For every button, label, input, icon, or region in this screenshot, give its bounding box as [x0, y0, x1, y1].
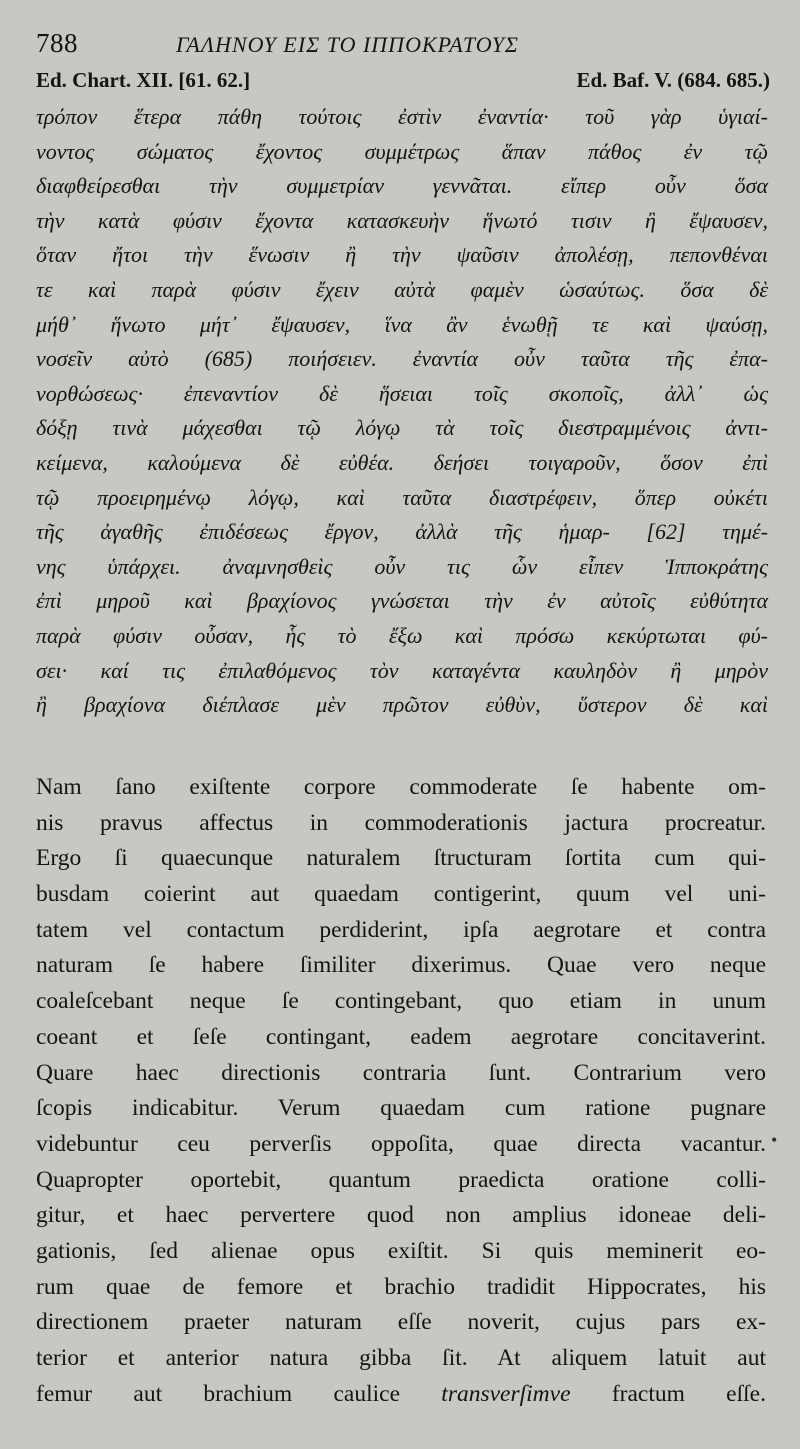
latin-line: terior et anterior natura gibba ſit. At aliquem latuit aut — [36, 1345, 766, 1371]
greek-line: τὴν κατὰ φύσιν ἔχοντα κατασκευὴν ἥνωτό τισιν ἢ ἔψαυσεν, — [36, 207, 768, 233]
edition-references — [36, 68, 770, 98]
latin-line: Quare haec directionis contraria ſunt. Contrarium vero — [36, 1059, 766, 1086]
greek-line: τῷ προειρημένῳ λόγῳ, καὶ ταῦτα διαστρέφειν, ὅπερ οὐκέτι — [36, 484, 768, 510]
greek-line: σει· καί τις ἐπιλαθόμενος τὸν καταγέντα καυληδὸν ἢ μηρὸν — [36, 657, 768, 683]
greek-line: διαφθείρεσθαι τὴν συμμετρίαν γεννᾶται. εἴπερ οὖν ὅσα — [36, 173, 768, 199]
latin-line: directionem praeter naturam eſſe noverit, cujus pars ex- — [36, 1309, 766, 1336]
page-number: 788 — [36, 28, 78, 58]
latin-line: Quapropter oportebit, quantum praedicta oratione colli- — [36, 1166, 766, 1193]
latin-last-line-italic: transverſimve — [441, 1380, 571, 1407]
greek-line: μήθ᾽ ἥνωτο μήτ᾽ ἔψαυσεν, ἵνα ἂν ἑνωθῇ τε καὶ ψαύσῃ, — [36, 311, 768, 337]
greek-line: παρὰ φύσιν οὖσαν, ἧς τὸ ἔξω καὶ πρόσω κεκύρτωται φύ- — [36, 622, 768, 648]
greek-line: ἢ βραχίονα διέπλασε μὲν πρῶτον εὐθὺν, ὕστερον δὲ καὶ — [36, 692, 768, 718]
latin-line: ſcopis indicabitur. Verum quaedam cum ratione pugnare — [36, 1095, 766, 1122]
latin-line: videbuntur ceu perverſis oppoſita, quae directa vacantur. — [36, 1130, 766, 1157]
greek-text — [36, 100, 768, 723]
greek-line: νοντος σώματος ἔχοντος συμμέτρως ἅπαν πάθος ἐν τῷ — [36, 138, 768, 164]
latin-line: Nam ſano exiſtente corpore commoderate ſe habente om- — [36, 774, 766, 800]
latin-last-line — [36, 1377, 766, 1413]
edition-ref-basel: Ed. Baf. V. (684. 685.) — [576, 68, 770, 92]
greek-line: κείμενα, καλούμενα δὲ εὐθέα. δεήσει τοιγαροῦν, ὅσον ἐπὶ — [36, 449, 768, 475]
latin-line: Ergo ſi quaecunque naturalem ſtructuram ſortita cum qui- — [36, 845, 766, 872]
latin-last-line-before: femur aut brachium caulice — [36, 1380, 442, 1407]
greek-line: τε καὶ παρὰ φύσιν ἔχειν αὐτὰ φαμὲν ὡσαύτως. ὅσα δὲ — [36, 276, 768, 302]
greek-line: νορθώσεως· ἐπεναντίον δὲ ἥσειαι τοῖς σκοποῖς, ἀλλ᾽ ὡς — [36, 380, 768, 406]
greek-line: νης ὑπάρχει. ἀναμνησθεὶς οὖν τις ὧν εἶπεν Ἱπποκράτης — [36, 553, 768, 579]
greek-line: ὅταν ἤτοι τὴν ἕνωσιν ἢ τὴν ψαῦσιν ἀπολέσῃ, πεπονθέναι — [36, 242, 768, 268]
running-title: ΓΑΛΗΝΟΥ ΕΙΣ ΤΟ ΙΠΠΟΚΡΑΤΟΥΣ — [176, 32, 520, 57]
latin-line: rum quae de femore et brachio tradidit Hippocrates, his — [36, 1273, 766, 1300]
latin-line: naturam ſe habere ſimiliter dixerimus. Quae vero neque — [36, 952, 766, 979]
latin-line: gitur, et haec pervertere quod non amplius idoneae deli- — [36, 1202, 766, 1229]
greek-line: τῆς ἀγαθῆς ἐπιδέσεως ἔργον, ἀλλὰ τῆς ἡμαρ- [62] τημέ- — [36, 519, 768, 545]
latin-line: coeant et ſeſe contingant, eadem aegrotare concitaverint. — [36, 1023, 766, 1050]
latin-line: coaleſcebant neque ſe contingebant, quo etiam in unum — [36, 988, 766, 1015]
page-header — [36, 28, 770, 64]
latin-line: busdam coierint aut quaedam contigerint, quum vel uni- — [36, 881, 766, 908]
latin-text — [36, 770, 766, 1412]
latin-last-line-after: fractum eſſe. — [570, 1380, 766, 1407]
greek-line: ἐπὶ μηροῦ καὶ βραχίονος γνώσεται τὴν ἐν αὐτοῖς εὐθύτητα — [36, 588, 768, 614]
margin-mark: • — [771, 1130, 778, 1150]
greek-line: νοσεῖν αὐτὸ (685) ποιήσειεν. ἐναντία οὖν ταῦτα τῆς ἐπα- — [36, 346, 768, 372]
latin-line: tatem vel contactum perdiderint, ipſa aegrotare et contra — [36, 916, 766, 943]
greek-line: δόξῃ τινὰ μάχεσθαι τῷ λόγῳ τὰ τοῖς διεστραμμένοις ἀντι- — [36, 415, 768, 441]
edition-ref-chart: Ed. Chart. XII. [61. 62.] — [36, 68, 251, 92]
latin-line: nis pravus affectus in commoderationis jactura procreatur. — [36, 809, 766, 836]
greek-line: τρόπον ἕτερα πάθη τούτοις ἐστὶν ἐναντία· τοῦ γὰρ ὑγιαί- — [36, 104, 768, 129]
latin-line: gationis, ſed alienae opus exiſtit. Si quis meminerit eo- — [36, 1237, 766, 1264]
